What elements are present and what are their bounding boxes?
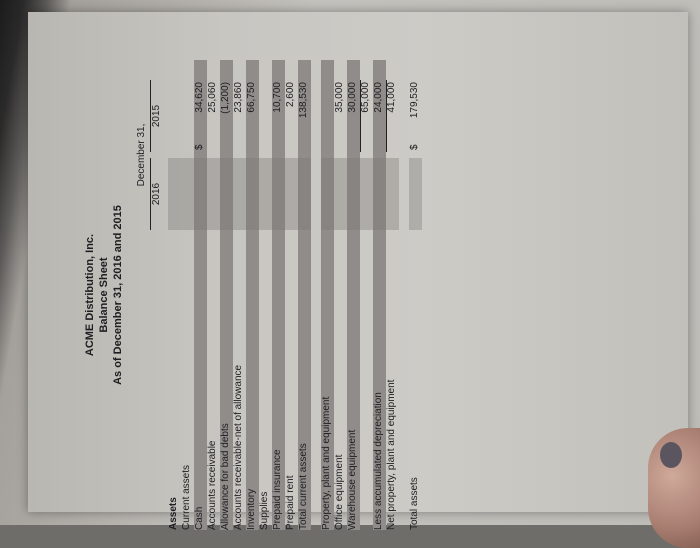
cell-2015 bbox=[373, 80, 387, 152]
value-2015: 66,750 bbox=[246, 82, 257, 113]
row-label: Total current assets bbox=[298, 443, 309, 530]
value-2015: 10,700 bbox=[272, 82, 283, 113]
column-group-label: December 31, bbox=[136, 123, 147, 187]
row-label: Less accumulated depreciation bbox=[373, 392, 384, 530]
cell-2015 bbox=[181, 80, 194, 152]
cell-2016 bbox=[285, 158, 298, 230]
row-label: Accounts receivable-net of allowance bbox=[233, 364, 244, 530]
value-2015: (1,200) bbox=[220, 82, 231, 114]
cell-2015 bbox=[246, 80, 259, 152]
row-label: Property, plant and equipment bbox=[321, 396, 332, 530]
cell-2015 bbox=[386, 80, 399, 152]
row-label: Prepaid insurance bbox=[272, 449, 283, 530]
table-row bbox=[220, 60, 233, 530]
value-2015: 23,860 bbox=[233, 82, 244, 113]
cell-2015 bbox=[220, 80, 233, 152]
table-row bbox=[399, 60, 409, 530]
cell-2016 bbox=[386, 158, 399, 230]
row-label: Inventory bbox=[246, 488, 257, 530]
cell-2015 bbox=[168, 80, 181, 152]
row-label: Cash bbox=[194, 506, 205, 530]
fingernail bbox=[660, 442, 682, 468]
table-row bbox=[334, 60, 347, 530]
cell-2015 bbox=[334, 80, 347, 152]
cell-2016 bbox=[246, 158, 259, 230]
value-2015: 138,530 bbox=[298, 82, 309, 119]
cell-2015 bbox=[321, 80, 334, 152]
report-period: As of December 31, 2016 and 2015 bbox=[112, 205, 124, 385]
value-2015: 35,000 bbox=[334, 82, 345, 113]
table-row bbox=[409, 60, 422, 530]
row-label: Total assets bbox=[409, 477, 420, 530]
cell-2016 bbox=[181, 158, 194, 230]
table-row bbox=[194, 60, 207, 530]
cell-2015 bbox=[259, 80, 272, 152]
cell-2015 bbox=[285, 80, 299, 152]
cell-2016 bbox=[220, 158, 233, 230]
cell-2015 bbox=[233, 80, 246, 152]
value-2015: 179,530 bbox=[409, 82, 420, 119]
table-row bbox=[233, 60, 246, 530]
cell-2015 bbox=[360, 80, 373, 152]
cell-2015 bbox=[298, 80, 311, 152]
cell-2016 bbox=[194, 158, 207, 230]
column-2015: 2015 bbox=[150, 80, 162, 152]
balance-sheet-document bbox=[80, 60, 470, 530]
value-2015: 65,000 bbox=[360, 82, 371, 113]
table-row bbox=[347, 60, 360, 530]
cell-2015 bbox=[409, 80, 422, 152]
row-label: Assets bbox=[168, 497, 179, 530]
row-label: Supplies bbox=[259, 491, 270, 530]
table-row bbox=[259, 60, 272, 530]
table-row bbox=[207, 60, 220, 530]
cell-2015 bbox=[347, 80, 361, 152]
row-label: Warehouse equipment bbox=[347, 429, 358, 530]
company-name: ACME Distribution, Inc. bbox=[84, 233, 96, 357]
column-2016: 2016 bbox=[150, 158, 162, 230]
value-2015: 41,000 bbox=[386, 82, 397, 113]
row-label: Office equipment bbox=[334, 454, 345, 530]
report-title: Balance Sheet bbox=[98, 257, 110, 333]
cell-2016 bbox=[360, 158, 373, 230]
value-2015: 25,060 bbox=[207, 82, 218, 113]
cell-2016 bbox=[168, 158, 181, 230]
cell-2016 bbox=[207, 158, 220, 230]
balance-sheet bbox=[80, 60, 470, 530]
table-row bbox=[298, 60, 311, 530]
table-row bbox=[311, 60, 321, 530]
table-row bbox=[386, 60, 399, 530]
value-2015: 30,000 bbox=[347, 82, 358, 113]
row-label: Net property, plant and equipment bbox=[386, 379, 397, 530]
currency-symbol: $ bbox=[409, 144, 420, 150]
table-body bbox=[168, 60, 422, 530]
cell-2016 bbox=[373, 158, 386, 230]
row-label: Allowance for bad debts bbox=[220, 423, 231, 530]
table-row bbox=[360, 60, 373, 530]
row-label: Prepaid rent bbox=[285, 475, 296, 530]
cell-2015 bbox=[207, 80, 220, 152]
value-2015: 2,600 bbox=[285, 82, 296, 108]
cell-2016 bbox=[259, 158, 272, 230]
cell-2016 bbox=[347, 158, 360, 230]
currency-symbol: $ bbox=[194, 144, 205, 150]
cell-2016 bbox=[298, 158, 311, 230]
row-label: Current assets bbox=[181, 464, 192, 530]
table-row bbox=[168, 60, 181, 530]
cell-2016 bbox=[272, 158, 285, 230]
cell-2016 bbox=[409, 158, 422, 230]
table-row bbox=[181, 60, 194, 530]
table-row bbox=[246, 60, 259, 530]
value-2015: 34,620 bbox=[194, 82, 205, 113]
cell-2016 bbox=[233, 158, 246, 230]
table-row bbox=[321, 60, 334, 530]
value-2015: 24,000 bbox=[373, 82, 384, 113]
cell-2016 bbox=[334, 158, 347, 230]
cell-2015 bbox=[194, 80, 207, 152]
cell-2016 bbox=[321, 158, 334, 230]
row-label: Accounts receivable bbox=[207, 440, 218, 530]
table-row bbox=[285, 60, 298, 530]
table-row bbox=[373, 60, 386, 530]
table-row bbox=[272, 60, 285, 530]
cell-2015 bbox=[272, 80, 285, 152]
